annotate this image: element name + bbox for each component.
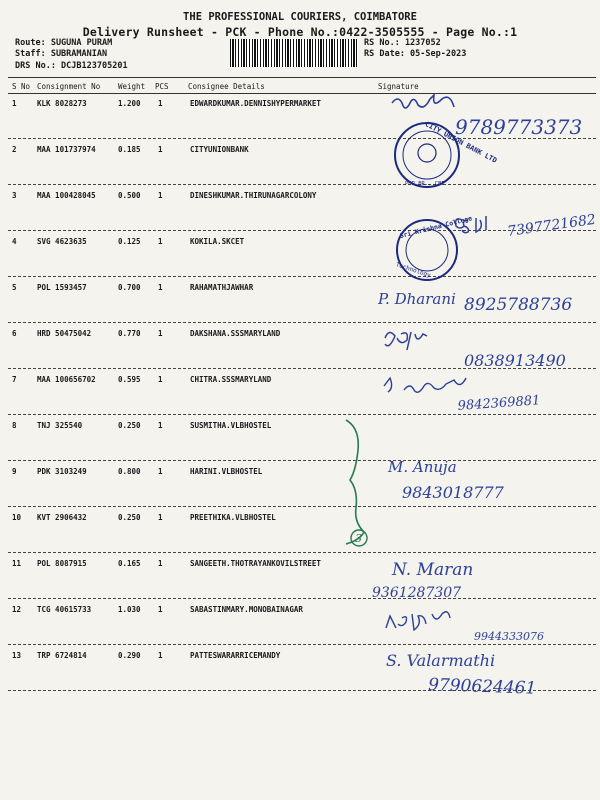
cell-pcs: 1 (158, 467, 163, 476)
row-separator (8, 690, 596, 691)
college-stamp-top-text: Sri Krishna College (398, 214, 473, 241)
cell-pcs: 1 (158, 513, 163, 522)
bracket-count: 3 (355, 532, 362, 545)
column-header-consignee: Consignee Details (188, 82, 265, 91)
cell-sno: 11 (12, 559, 22, 568)
handwritten-phone-13: 9790624461 (427, 675, 537, 699)
column-header-signature: Signature (378, 82, 419, 91)
row-separator (8, 644, 596, 645)
cell-sno: 6 (12, 329, 17, 338)
cell-weight: 0.250 (118, 513, 141, 522)
cell-consignee: DINESHKUMAR.THIRUNAGARCOLONY (190, 191, 317, 200)
bank-stamp-bottom-text: PUR BR., CBE (405, 181, 445, 187)
row-separator (8, 276, 596, 277)
cell-pcs: 1 (158, 605, 163, 614)
handwritten-phone-7: 9842369881 (457, 393, 541, 414)
cell-consignment: MAA 100428045 (37, 191, 96, 200)
cell-sno: 2 (12, 145, 17, 154)
row-separator (8, 368, 596, 369)
row-separator (8, 414, 596, 415)
cell-consignment: POL 1593457 (37, 283, 87, 292)
cell-consignee: SANGEETH.THOTRAYANKOVILSTREET (190, 559, 321, 568)
staff-label: Staff: SUBRAMANIAN (15, 49, 108, 59)
table-top-rule (8, 77, 596, 78)
cell-consignment: MAA 100656702 (37, 375, 96, 384)
route-label: Route: SUGUNA PURAM (15, 38, 113, 48)
cell-weight: 0.500 (118, 191, 141, 200)
cell-consignee: EDWARDKUMAR.DENNISHYPERMARKET (190, 99, 321, 108)
cell-sno: 5 (12, 283, 17, 292)
row-separator (8, 506, 596, 507)
cell-consignee: SUSMITHA.VLBHOSTEL (190, 421, 272, 430)
cell-sno: 8 (12, 421, 17, 430)
cell-weight: 0.700 (118, 283, 141, 292)
cell-pcs: 1 (158, 329, 163, 338)
row-separator (8, 138, 596, 139)
column-header-pcs: PCS (155, 82, 169, 91)
college-stamp (395, 214, 473, 280)
column-header-consignment: Consignment No (37, 82, 101, 91)
row-separator (8, 230, 596, 231)
cell-consignment: SVG 4623635 (37, 237, 87, 246)
cell-consignment: MAA 101737974 (37, 145, 96, 154)
cell-consignee: PREETHIKA.VLBHOSTEL (190, 513, 276, 522)
cell-pcs: 1 (158, 145, 163, 154)
cell-weight: 1.200 (118, 99, 141, 108)
cell-consignment: PDK 3103249 (37, 467, 87, 476)
cell-consignee: CITYUNIONBANK (190, 145, 249, 154)
row-separator (8, 552, 596, 553)
cell-weight: 0.800 (118, 467, 141, 476)
handwritten-signature-13: S. Valarmathi (386, 651, 496, 670)
cell-consignee: CHITRA.SSSMARYLAND (190, 375, 272, 384)
cell-sno: 3 (12, 191, 17, 200)
handwritten-phone-1: 9789773373 (455, 115, 583, 139)
column-header-sno: S No (12, 82, 31, 91)
handwritten-signature-9: M. Anuja (388, 458, 457, 476)
cell-sno: 7 (12, 375, 17, 384)
handwritten-phone-3: 7397721682 (506, 211, 597, 240)
cell-consignment: TRP 6724814 (37, 651, 87, 660)
handwritten-phone-5: 8925788736 (464, 295, 573, 315)
cell-consignment: TCG 40615733 (37, 605, 92, 614)
cell-sno: 10 (12, 513, 22, 522)
row-separator (8, 322, 596, 323)
cell-pcs: 1 (158, 99, 163, 108)
signature-scribble-7 (384, 378, 466, 392)
cell-consignment: KVT 2906432 (37, 513, 87, 522)
handwritten-signature-5: P. Dharani (378, 290, 456, 308)
drs-number: DRS No.: DCJB123705201 (15, 61, 128, 71)
cell-weight: 0.185 (118, 145, 141, 154)
barcode (230, 39, 358, 67)
cell-sno: 4 (12, 237, 17, 246)
cell-consignee: RAHAMATHJAWHAR (190, 283, 254, 292)
handwritten-phone-9: 9843018777 (402, 483, 504, 502)
cell-consignment: KLK 8028273 (37, 99, 87, 108)
cell-pcs: 1 (158, 651, 163, 660)
cell-weight: 0.165 (118, 559, 141, 568)
cell-consignee: DAKSHANA.SSSMARYLAND (190, 329, 281, 338)
cell-consignee: SABASTINMARY.MONOBAINAGAR (190, 605, 303, 614)
cell-weight: 0.125 (118, 237, 141, 246)
cell-consignment: HRD 50475042 (37, 329, 92, 338)
handwritten-phone-11: 9361287307 (372, 585, 462, 601)
signature-scribble-12 (386, 612, 450, 630)
row-separator (8, 598, 596, 599)
document-subtitle: Delivery Runsheet - PCK - Phone No.:0422-3505555 - Page No.:1 (82, 25, 518, 39)
cell-consignee: PATTESWARARRICEMANDY (190, 651, 281, 660)
header-bottom-rule (8, 93, 596, 94)
row-separator (8, 184, 596, 185)
rs-date: RS Date: 05-Sep-2023 (364, 49, 467, 59)
cell-weight: 1.030 (118, 605, 141, 614)
document-title: THE PROFESSIONAL COURIERS, COIMBATORE (183, 11, 417, 23)
cell-sno: 9 (12, 467, 17, 476)
cell-sno: 1 (12, 99, 17, 108)
cell-pcs: 1 (158, 191, 163, 200)
handwritten-signature-11: N. Maran (392, 560, 474, 580)
cell-weight: 0.290 (118, 651, 141, 660)
cell-pcs: 1 (158, 283, 163, 292)
cell-consignee: HARINI.VLBHOSTEL (190, 467, 263, 476)
bracket-count-circle (351, 530, 367, 546)
handwritten-phone-6: 0838913490 (464, 351, 566, 370)
column-header-weight: Weight (118, 82, 146, 91)
bank-stamp (395, 120, 498, 187)
cell-weight: 0.595 (118, 375, 141, 384)
cell-pcs: 1 (158, 421, 163, 430)
cell-weight: 0.770 (118, 329, 141, 338)
green-bracket (346, 420, 364, 544)
cell-consignment: TNJ 325540 (37, 421, 83, 430)
rs-number: RS No.: 1237052 (364, 38, 441, 48)
cell-pcs: 1 (158, 375, 163, 384)
bank-stamp-top-text: CITY UNION BANK LTD (423, 120, 499, 165)
cell-weight: 0.250 (118, 421, 141, 430)
cell-pcs: 1 (158, 559, 163, 568)
cell-sno: 12 (12, 605, 22, 614)
cell-consignee: KOKILA.SKCET (190, 237, 245, 246)
cell-pcs: 1 (158, 237, 163, 246)
cell-sno: 13 (12, 651, 22, 660)
signature-scribble-6 (385, 332, 427, 350)
cell-consignment: POL 8087915 (37, 559, 87, 568)
handwritten-phone-12: 9944333076 (474, 630, 544, 643)
college-stamp-bottom-text: Technology (394, 261, 432, 280)
row-separator (8, 460, 596, 461)
signature-scribble-1 (392, 95, 454, 108)
